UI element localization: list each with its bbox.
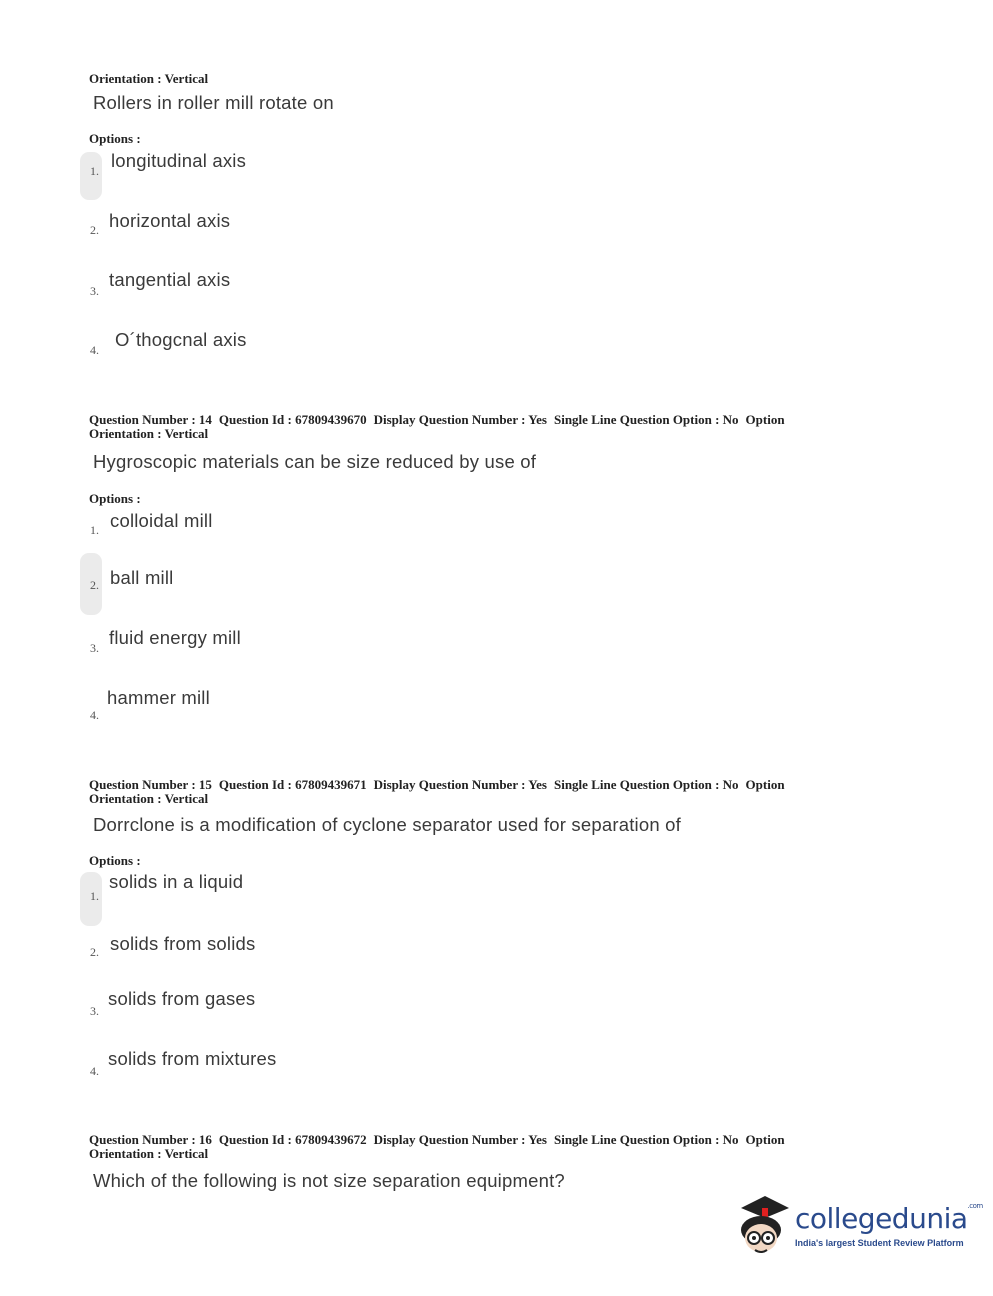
logo-tagline: India's largest Student Review Platform	[795, 1238, 964, 1248]
question-meta: Question Number : 14 Question Id : 67809439670 Display Question Number : Yes Single Line Question Option : No Option	[89, 412, 785, 427]
option-number: 2.	[90, 578, 99, 592]
question-text: Which of the following is not size separation equipment?	[93, 1170, 565, 1191]
option-text[interactable]: solids from gases	[108, 988, 256, 1009]
option-number: 3.	[90, 1004, 99, 1018]
option-number: 1.	[90, 889, 99, 903]
options-label: Options :	[89, 491, 141, 506]
option-number: 3.	[90, 284, 99, 298]
logo-wordmark: collegedunia$^{.com}$	[795, 1202, 983, 1235]
options-label: Options :	[89, 853, 141, 868]
option-text[interactable]: tangential axis	[109, 269, 231, 290]
orientation-line: Orientation : Vertical	[89, 71, 209, 86]
option-number: 1.	[90, 523, 99, 537]
question-meta: Question Number : 16 Question Id : 67809439672 Display Question Number : Yes Single Line Question Option : No Option	[89, 1132, 785, 1147]
option-text[interactable]: longitudinal axis	[111, 150, 247, 171]
question-text: Rollers in roller mill rotate on	[93, 92, 334, 113]
option-number: 4.	[90, 1064, 99, 1078]
question-text: Dorrclone is a modification of cyclone separator used for separation of	[93, 814, 681, 835]
student-mascot-icon	[735, 1190, 793, 1262]
option-text[interactable]: hammer mill	[107, 687, 210, 708]
option-number: 4.	[90, 343, 99, 357]
option-text[interactable]: solids in a liquid	[109, 871, 244, 892]
option-text[interactable]: fluid energy mill	[109, 627, 241, 648]
question-text: Hygroscopic materials can be size reduced by use of	[93, 451, 537, 472]
option-text[interactable]: solids from mixtures	[108, 1048, 277, 1069]
option-text[interactable]: ball mill	[110, 567, 174, 588]
option-number: 3.	[90, 641, 99, 655]
options-label: Options :	[89, 131, 141, 146]
option-number: 1.	[90, 164, 99, 178]
option-text[interactable]: horizontal axis	[109, 210, 231, 231]
orientation-line: Orientation : Vertical	[89, 1146, 209, 1161]
option-number: 4.	[90, 708, 99, 722]
collegedunia-logo[interactable]	[735, 1190, 983, 1262]
question-meta: Question Number : 15 Question Id : 67809439671 Display Question Number : Yes Single Line Question Option : No Option	[89, 777, 785, 792]
option-number: 2.	[90, 945, 99, 959]
option-number: 2.	[90, 223, 99, 237]
option-text[interactable]: solids from solids	[110, 933, 256, 954]
orientation-line: Orientation : Vertical	[89, 791, 209, 806]
orientation-line: Orientation : Vertical	[89, 426, 209, 441]
option-text[interactable]: colloidal mill	[110, 510, 213, 531]
option-text[interactable]: O´thogcnal axis	[115, 329, 247, 350]
